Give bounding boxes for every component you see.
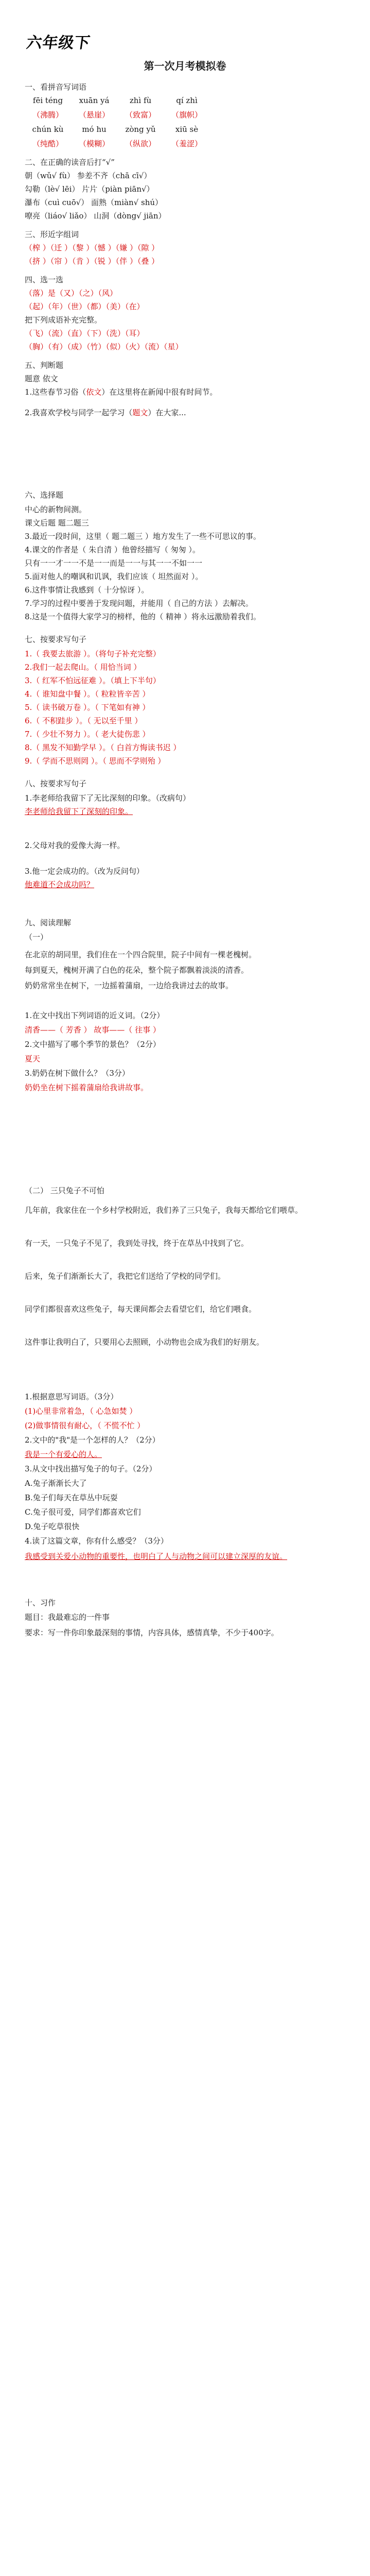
list-item: 只有一一才一一不是一一而是一一与其一一不如一一 (25, 558, 203, 568)
page-title: 第一次月考模拟卷 (144, 60, 226, 72)
list-item: 6.（ 不积跬步 ）。（ 无以至千里 ） (25, 716, 143, 725)
question-suffix: ）在这里将在新闻中很有时间节。 (101, 387, 218, 397)
option-line: C.兔子很可爱，同学们都喜欢它们 (25, 1507, 141, 1517)
list-item: 5.面对他人的嘲讽和讥讽，我们应该（ 坦然面对 ）。 (25, 572, 203, 581)
question-line (25, 407, 349, 418)
section-heading: 八、按要求写句子 (25, 779, 87, 788)
question-line: 3.从文中找出描写兔子的句子。（2分） (25, 1464, 157, 1473)
pinyin-item: mó hu (82, 125, 107, 134)
list-item: 4.课文的作者是（ 朱自清 ）他曾经描写（ 匆匆 ）。 (25, 545, 200, 554)
passage-title: （二） 三只兔子不可怕 (25, 1186, 104, 1195)
answer-item: （沸腾） (32, 110, 63, 120)
passage-paragraph: 有一天，一只兔子不见了，我到处寻找，终于在草丛中找到了它。 (25, 1239, 249, 1248)
answer-line: 我感受到关爱小动物的重要性，也明白了人与动物之间可以建立深厚的友谊。 (25, 1552, 288, 1561)
question-line: 3.奶奶在树下做什么？（3分） (25, 1069, 130, 1078)
list-item: 1.李老师给我留下了无比深刻的印象。（改病句） (25, 793, 190, 803)
logo: 六年级下 (25, 34, 92, 52)
pinyin-row-1 (25, 96, 349, 105)
essay-line: 要求：写一件你印象最深刻的事情，内容具体，感情真挚，不少于400字。 (25, 1628, 279, 1637)
pinyin-item: xiū sè (175, 125, 199, 134)
question-line: 1.在文中找出下列词语的近义词。（2分） (25, 1011, 165, 1020)
question-prefix: 2.我喜欢学校与同学一起学习（ (25, 408, 133, 417)
answer-item: （悬崖） (78, 110, 110, 120)
list-item: 3.最近一段时间，这里（ 题二题三 ）地方发生了一些不可思议的事。 (25, 532, 261, 541)
section-heading: 七、按要求写句子 (25, 635, 87, 644)
list-item: 嘹亮（liáo√ liǎo） 山洞（dòng√ jiān） (25, 211, 166, 221)
list-item: 8.（ 黑发不知勤学早 ）。（ 白首方悔读书迟 ） (25, 743, 181, 752)
passage-paragraph: 同学们都很喜欢这些兔子，每天课间都会去看望它们，给它们喂食。 (25, 1304, 257, 1314)
answer-line: 李老师给我留下了深刻的印象。 (25, 807, 133, 816)
answer-item: （旗帜） (171, 110, 202, 120)
option-line: A.兔子渐渐长大了 (25, 1479, 87, 1488)
list-item: 中心的新物间测。 (25, 505, 87, 514)
list-item: 2.父母对我的爱像大海一样。 (25, 841, 125, 850)
list-item: 7.学习的过程中要善于发现问题，并能用（ 自己的方法 ）去解决。 (25, 599, 253, 608)
list-item: 瀑布（cuì cuō√） 面熟（miàn√ shú） (25, 198, 163, 207)
list-item: （起）（年）（世）（都）（美）（在） (25, 302, 145, 311)
section-heading: 六、选择题 (25, 490, 64, 500)
list-item: 6.这件事情让我感到（ 十分惊讶 ）。 (25, 585, 149, 595)
answer-item: （致富） (125, 110, 156, 120)
section-heading: 四、选一选 (25, 275, 64, 284)
answer-text: 题文 (132, 408, 148, 417)
answer-row-2 (25, 138, 210, 149)
section-heading: 十、习作 (25, 1598, 56, 1607)
passage-paragraph: 每到夏天，槐树开满了白色的花朵，整个院子都飘着淡淡的清香。 (25, 965, 249, 975)
pinyin-row-2 (25, 125, 349, 134)
list-item: （榨 ）（迁 ）（黎 ）（憾 ）（嫌 ）（隙 ） (25, 243, 160, 252)
section-heading: 九、阅读理解 (25, 918, 72, 927)
question-suffix: ）在大家... (148, 408, 186, 417)
answer-line: (1)心里非常着急，（ 心急如焚 ） (25, 1406, 137, 1416)
list-item: 2.我们一起去爬山。（ 用恰当词 ） (25, 663, 142, 672)
answer-text: 依文 (86, 387, 102, 397)
question-line (25, 386, 349, 398)
section-heading: 三、形近字组词 (25, 230, 79, 239)
list-item: 朝（wǔ√ fù） 参差不齐（chā cī√） (25, 171, 152, 180)
answer-item: （纵欲） (125, 139, 156, 148)
pinyin-item: xuān yá (79, 96, 110, 105)
list-item: 8.这是一个值得大家学习的榜样，他的（ 精神 ）将永远激励着我们。 (25, 612, 261, 621)
pinyin-item: qí zhì (176, 96, 198, 105)
answer-row-1 (25, 109, 210, 120)
question-line: 1.根据意思写词语。（3分） (25, 1392, 118, 1401)
question-line: 2.文中描写了哪个季节的景色？（2分） (25, 1040, 161, 1049)
pinyin-item: zhì fù (129, 96, 152, 105)
list-item: 5.（ 读书破万卷 ）。（ 下笔如有神 ） (25, 703, 150, 712)
answer-line: 我是一个有爱心的人。 (25, 1450, 102, 1459)
answer-line: 他难道不会成功吗？ (25, 880, 95, 889)
answer-item: （纯酷） (32, 139, 63, 148)
list-item: 7.（ 少壮不努力 ）。（ 老大徒伤悲 ） (25, 730, 150, 739)
section-heading: 一、看拼音写词语 (25, 82, 87, 92)
list-item: （胸）（有）（成）（竹）（似）（火）（流）（星） (25, 342, 183, 351)
section-heading: 二、在正确的读音后打“√” (25, 158, 115, 167)
list-item: （飞）（流）（直）（下）（洗）（耳） (25, 329, 145, 338)
list-item: 9.（ 学而不思则罔 ）。（ 思而不学则殆 ） (25, 756, 166, 766)
answer-item: （模糊） (78, 139, 110, 148)
question-prefix: 1.这些春节习俗（ (25, 387, 86, 397)
list-item: （挤 ）（帘 ）（肯 ）（锐 ）（伴 ）（叠 ） (25, 257, 160, 266)
option-line: D.兔子吃草很快 (25, 1522, 80, 1531)
list-item: 3.（ 红军不怕远征难 ）。（填上下半句） (25, 676, 161, 685)
pinyin-item: fēi téng (32, 96, 63, 105)
sub-heading: （一） (25, 933, 48, 942)
answer-line: (2)做事情很有耐心，（ 不慌不忙 ） (25, 1421, 145, 1430)
list-item: 课文后题 题二题三 (25, 518, 89, 528)
passage-paragraph: 后来，兔子们渐渐长大了，我把它们送给了学校的同学们。 (25, 1272, 226, 1281)
intro-line: 题意 依文 (25, 374, 58, 383)
list-item: 3.他一定会成功的。（改为反问句） (25, 867, 144, 876)
essay-line: 题目：我最难忘的一件事 (25, 1613, 110, 1622)
option-line: B.兔子们每天在草丛中玩耍 (25, 1493, 118, 1502)
list-item: （落）是（又）（之）（风） (25, 289, 118, 298)
question-line: 2.文中的"我"是一个怎样的人？（2分） (25, 1435, 160, 1445)
passage-paragraph: 这件事让我明白了，只要用心去照顾，小动物也会成为我们的好朋友。 (25, 1337, 265, 1347)
answer-line: 夏天 (25, 1054, 41, 1063)
section-heading: 五、判断题 (25, 361, 64, 370)
list-item: 4.（ 谁知盘中餐 ）。（ 粒粒皆辛苦 ） (25, 689, 150, 699)
answer-line: 清香——（ 芳香 ） 故事——（ 往事 ） (25, 1025, 161, 1035)
pinyin-item: zòng yǔ (125, 125, 156, 134)
passage-paragraph: 奶奶常常坐在树下，一边摇着蒲扇，一边给我讲过去的故事。 (25, 981, 234, 990)
question-line: 4.读了这篇文章，你有什么感受？（3分） (25, 1536, 168, 1546)
answer-line: 奶奶坐在树下摇着蒲扇给我讲故事。 (25, 1083, 149, 1092)
list-item: 勾勒（lè√ lēi） 片片（piàn piān√） (25, 184, 154, 194)
list-item: 把下列成语补充完整。 (25, 315, 102, 325)
passage-paragraph: 在北京的胡同里，我们住在一个四合院里，院子中间有一棵老槐树。 (25, 950, 257, 959)
list-item: 1.（ 我要去旅游 ）。（将句子补充完整） (25, 649, 161, 658)
pinyin-item: chún kù (32, 125, 64, 134)
answer-item: （羞涩） (171, 139, 202, 148)
passage-paragraph: 几年前，我家住在一个乡村学校附近，我们养了三只兔子，我每天都给它们喂草。 (25, 1206, 303, 1215)
